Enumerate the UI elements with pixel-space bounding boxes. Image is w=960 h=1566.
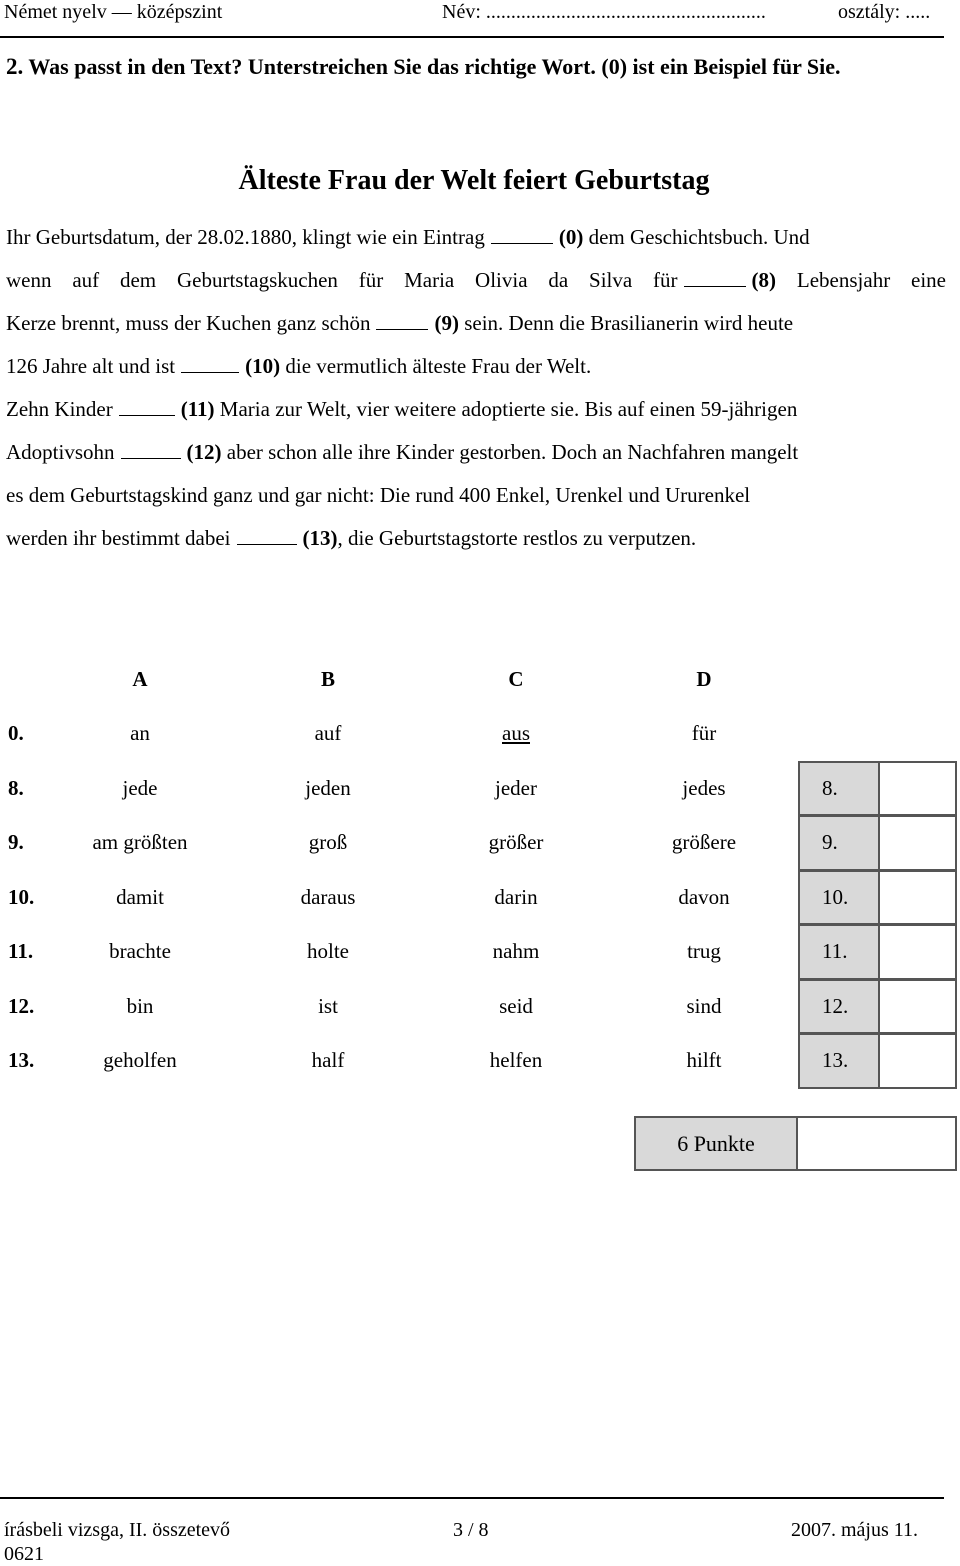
option-c[interactable]: aus	[502, 721, 530, 745]
text-line: Adoptivsohn (12) aber schon alle ihre Kinder gestorben. Doch an Nachfahren mangelt	[6, 440, 799, 464]
option-d[interactable]: hilft	[686, 1048, 722, 1072]
column-header-b: B	[320, 667, 335, 691]
row-number: 8.	[8, 775, 24, 800]
option-b[interactable]: half	[311, 1048, 345, 1072]
answer-box-label: 12.	[822, 993, 849, 1018]
option-d[interactable]: für	[691, 721, 717, 745]
task-number: 2.	[6, 54, 24, 79]
option-a[interactable]: an	[130, 721, 150, 745]
answer-box-label: 11.	[822, 939, 848, 963]
option-b[interactable]: groß	[308, 830, 348, 854]
option-d[interactable]: sind	[686, 993, 722, 1018]
column-header-d: D	[696, 667, 712, 691]
row-number: 13.	[8, 1048, 35, 1072]
header-rule	[0, 36, 944, 38]
row-number: 10.	[8, 884, 35, 909]
text-line: es dem Geburtstagskind ganz und gar nicht: Die rund 400 Enkel, Urenkel und Ururenkel	[6, 483, 751, 507]
answer-input-box[interactable]	[878, 924, 957, 980]
row-number: 11.	[8, 939, 34, 963]
option-c[interactable]: nahm	[492, 939, 540, 963]
option-d[interactable]: jedes	[682, 775, 726, 800]
option-a[interactable]: am größten	[92, 830, 188, 854]
answer-box-label: 8.	[822, 775, 838, 800]
option-a[interactable]: brachte	[109, 939, 171, 963]
row-number: 0.	[8, 721, 24, 745]
text-title: Älteste Frau der Welt feiert Geburtstag	[238, 165, 710, 196]
option-c[interactable]: helfen	[489, 1048, 543, 1072]
class-field: osztály: .....	[838, 1, 931, 23]
column-header-a: A	[132, 667, 148, 691]
option-c[interactable]: jeder	[495, 775, 537, 800]
answer-box-label: 9.	[822, 830, 838, 854]
points-label: 6 Punkte	[636, 1118, 798, 1169]
name-field: Név: ........................................................	[442, 1, 766, 23]
answer-input-box[interactable]	[878, 870, 957, 926]
text-line: Zehn Kinder (11) Maria zur Welt, vier weitere adoptierte sie. Bis auf einen 59-jährigen	[6, 397, 798, 421]
answer-input-box[interactable]	[878, 815, 957, 871]
answer-input-box[interactable]	[878, 761, 957, 817]
answer-box-label: 13.	[822, 1048, 849, 1072]
option-b[interactable]: auf	[314, 721, 342, 745]
task-instruction	[6, 52, 951, 82]
exam-date: 2007. május 11.	[791, 1519, 919, 1541]
column-header-c: C	[508, 667, 524, 691]
gap-text-paragraph	[6, 216, 946, 560]
exam-part-label: írásbeli vizsga, II. összetevő	[4, 1519, 231, 1541]
task-instruction-text: Was passt in den Text? Unterstreichen Sie das richtige Wort. (0) ist ein Beispiel für Sie.	[28, 54, 841, 79]
answer-input-box[interactable]	[878, 1033, 957, 1089]
row-number: 9.	[8, 830, 24, 854]
subject-label: Német nyelv — középszint	[4, 1, 223, 23]
text-line: 126 Jahre alt und ist (10) die vermutlich älteste Frau der Welt.	[6, 354, 592, 378]
page-number: 3 / 8	[453, 1519, 489, 1541]
text-line: Ihr Geburtsdatum, der 28.02.1880, klingt wie ein Eintrag (0) dem Geschichtsbuch. Und	[6, 225, 810, 249]
option-b[interactable]: jeden	[305, 775, 351, 800]
text-line: Kerze brennt, muss der Kuchen ganz schön (9) sein. Denn die Brasilianerin wird heute	[6, 311, 794, 335]
answer-label-box	[798, 815, 880, 871]
option-d[interactable]: davon	[678, 884, 730, 909]
row-number: 12.	[8, 993, 35, 1018]
option-a[interactable]: bin	[126, 993, 154, 1018]
option-a[interactable]: geholfen	[103, 1048, 177, 1072]
option-d[interactable]: größere	[671, 830, 737, 854]
option-d[interactable]: trug	[687, 939, 721, 963]
answer-input-box[interactable]	[878, 979, 957, 1035]
option-b[interactable]: daraus	[300, 884, 356, 909]
points-box	[634, 1116, 957, 1171]
option-c[interactable]: seid	[499, 993, 533, 1018]
option-c[interactable]: größer	[488, 830, 544, 854]
option-a[interactable]: damit	[116, 884, 164, 909]
option-b[interactable]: holte	[307, 939, 349, 963]
text-line: wenn auf dem Geburtstagskuchen für Maria Olivia da Silva für (8) Lebensjahr eine	[6, 268, 946, 292]
option-c[interactable]: darin	[494, 884, 538, 909]
text-line: werden ihr bestimmt dabei (13), die Geburtstagstorte restlos zu verputzen.	[6, 526, 697, 550]
answer-box-label: 10.	[822, 884, 849, 909]
footer-rule	[0, 1497, 944, 1499]
option-b[interactable]: ist	[318, 993, 338, 1018]
option-a[interactable]: jede	[122, 775, 158, 800]
answer-label-box	[798, 761, 880, 817]
exam-code: 0621	[4, 1543, 44, 1565]
